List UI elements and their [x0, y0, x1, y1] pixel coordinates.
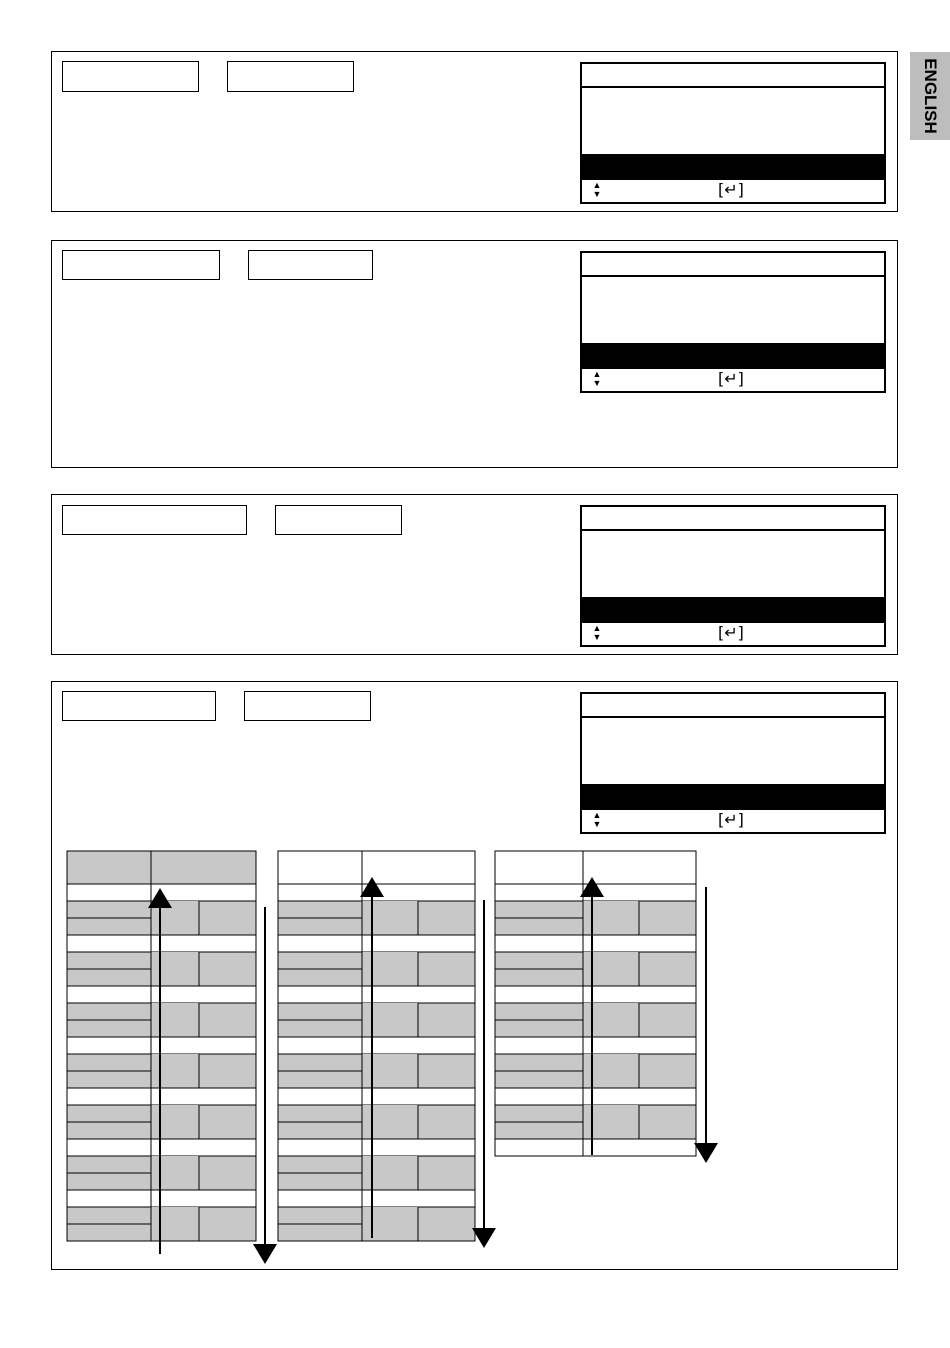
table-3-row	[583, 1139, 696, 1156]
table-2-row	[362, 935, 475, 952]
table-2-shaded-row	[278, 901, 362, 918]
up-down-arrows-icon: ▲ ▼	[592, 810, 602, 829]
table-1-shaded-row	[67, 1020, 151, 1037]
table-1-header-cell	[151, 851, 256, 884]
table-2-shaded-row	[278, 969, 362, 986]
table-1-shaded-row	[67, 1207, 151, 1224]
table-1-shaded-row	[67, 1003, 151, 1020]
table-2-row	[362, 884, 475, 901]
table-2-shaded-cell	[362, 1003, 418, 1037]
table-1-shaded-cell	[151, 952, 199, 986]
enter-icon: [↵]	[718, 180, 744, 199]
table-1-shaded-cell	[199, 1105, 256, 1139]
table-1-header-cell	[67, 851, 151, 884]
table-1-shaded-cell	[199, 1156, 256, 1190]
table-3-shaded-cell	[639, 1105, 696, 1139]
table-1-shaded-row	[67, 1105, 151, 1122]
language-tab-label: ENGLISH	[921, 58, 940, 134]
table-3-shaded-row	[495, 969, 583, 986]
table-1-shaded-cell	[151, 1207, 199, 1241]
table-1-row	[151, 884, 256, 901]
table-3-shaded-row	[495, 901, 583, 918]
table-3-row	[495, 986, 583, 1003]
table-2-row	[362, 1037, 475, 1054]
table-3-row	[583, 935, 696, 952]
table-3-shaded-cell	[639, 1003, 696, 1037]
table-1-shaded-row	[67, 1071, 151, 1088]
table-1-shaded-cell	[151, 901, 199, 935]
table-3-row	[495, 935, 583, 952]
table-2-shaded-row	[278, 1156, 362, 1173]
table-2-row	[362, 1088, 475, 1105]
table-1-row	[151, 986, 256, 1003]
table-2-row	[278, 1190, 362, 1207]
table-3-shaded-row	[495, 1003, 583, 1020]
table-2-shaded-cell	[418, 901, 475, 935]
table-2-shaded-row	[278, 1020, 362, 1037]
table-1-row	[67, 1037, 151, 1054]
table-1-row	[151, 935, 256, 952]
table-3-shaded-cell	[639, 952, 696, 986]
table-3-shaded-row	[495, 1071, 583, 1088]
enter-icon: [↵]	[718, 369, 744, 388]
table-2-shaded-cell	[418, 1105, 475, 1139]
table-2-row	[362, 1190, 475, 1207]
table-2-shaded-cell	[362, 1156, 418, 1190]
table-3-header-cell	[495, 851, 583, 884]
table-1-row	[67, 1190, 151, 1207]
table-3-shaded-cell	[639, 1054, 696, 1088]
table-1-row	[67, 884, 151, 901]
table-2-shaded-cell	[362, 1207, 418, 1241]
table-1-shaded-cell	[151, 1003, 199, 1037]
table-1-shaded-row	[67, 1156, 151, 1173]
table-2-shaded-cell	[362, 901, 418, 935]
up-down-arrows-icon: ▲ ▼	[592, 623, 602, 642]
table-3-row	[495, 1037, 583, 1054]
table-2-row	[278, 935, 362, 952]
table-2-shaded-row	[278, 1207, 362, 1224]
table-2-shaded-cell	[418, 1156, 475, 1190]
table-1-shaded-row	[67, 1122, 151, 1139]
table-1-row	[151, 1139, 256, 1156]
table-2-row	[278, 1088, 362, 1105]
table-1-row	[151, 1190, 256, 1207]
table-3-row	[583, 1037, 696, 1054]
table-2-shaded-row	[278, 1224, 362, 1241]
table-2-header-cell	[362, 851, 475, 884]
table-1-shaded-row	[67, 1224, 151, 1241]
table-2-shaded-cell	[362, 952, 418, 986]
table-3-row	[495, 884, 583, 901]
table-1-row	[151, 1037, 256, 1054]
table-1-shaded-row	[67, 1054, 151, 1071]
table-3-row	[495, 1139, 583, 1156]
table-2-row	[362, 986, 475, 1003]
table-2-row	[278, 1139, 362, 1156]
table-2-shaded-cell	[418, 952, 475, 986]
table-3-row	[583, 884, 696, 901]
table-2-shaded-cell	[362, 1105, 418, 1139]
table-3-row	[583, 1088, 696, 1105]
table-1-row	[67, 1088, 151, 1105]
table-1-shaded-cell	[151, 1156, 199, 1190]
table-2-shaded-row	[278, 1122, 362, 1139]
table-2-shaded-row	[278, 1105, 362, 1122]
table-1-row	[151, 1088, 256, 1105]
enter-icon: [↵]	[718, 810, 744, 829]
table-2-row	[278, 1037, 362, 1054]
up-down-arrows-icon: ▲ ▼	[592, 369, 602, 388]
table-1-shaded-cell	[151, 1054, 199, 1088]
table-1-shaded-cell	[199, 1003, 256, 1037]
table-1-shaded-cell	[199, 1207, 256, 1241]
table-3-shaded-row	[495, 1020, 583, 1037]
table-2-shaded-cell	[418, 1003, 475, 1037]
table-3-shaded-row	[495, 1054, 583, 1071]
table-2-row	[278, 986, 362, 1003]
table-1-shaded-cell	[199, 952, 256, 986]
table-3-shaded-row	[495, 1122, 583, 1139]
table-3-row	[583, 986, 696, 1003]
table-1-shaded-cell	[151, 1105, 199, 1139]
up-down-arrows-icon: ▲ ▼	[592, 180, 602, 199]
table-2-header-cell	[278, 851, 362, 884]
table-2-shaded-row	[278, 1071, 362, 1088]
table-3-shaded-row	[495, 1105, 583, 1122]
table-1-shaded-row	[67, 918, 151, 935]
table-1-shaded-row	[67, 952, 151, 969]
table-2-shaded-cell	[418, 1207, 475, 1241]
table-1-row	[67, 935, 151, 952]
table-1-shaded-cell	[199, 1054, 256, 1088]
table-3-header-cell	[583, 851, 696, 884]
table-3-shaded-row	[495, 918, 583, 935]
table-1-shaded-cell	[199, 901, 256, 935]
table-2-shaded-row	[278, 1003, 362, 1020]
table-2-row	[362, 1139, 475, 1156]
table-2-shaded-row	[278, 1173, 362, 1190]
table-2-shaded-cell	[418, 1054, 475, 1088]
table-3-shaded-cell	[639, 901, 696, 935]
table-2-shaded-cell	[362, 1054, 418, 1088]
table-2-row	[278, 884, 362, 901]
table-3-row	[495, 1088, 583, 1105]
table-1-shaded-row	[67, 1173, 151, 1190]
table-3-shaded-row	[495, 952, 583, 969]
table-1-row	[67, 986, 151, 1003]
table-2-shaded-row	[278, 952, 362, 969]
table-1-shaded-row	[67, 969, 151, 986]
table-2-shaded-row	[278, 1054, 362, 1071]
table-1-row	[67, 1139, 151, 1156]
table-2-shaded-row	[278, 918, 362, 935]
enter-icon: [↵]	[718, 623, 744, 642]
table-1-shaded-row	[67, 901, 151, 918]
